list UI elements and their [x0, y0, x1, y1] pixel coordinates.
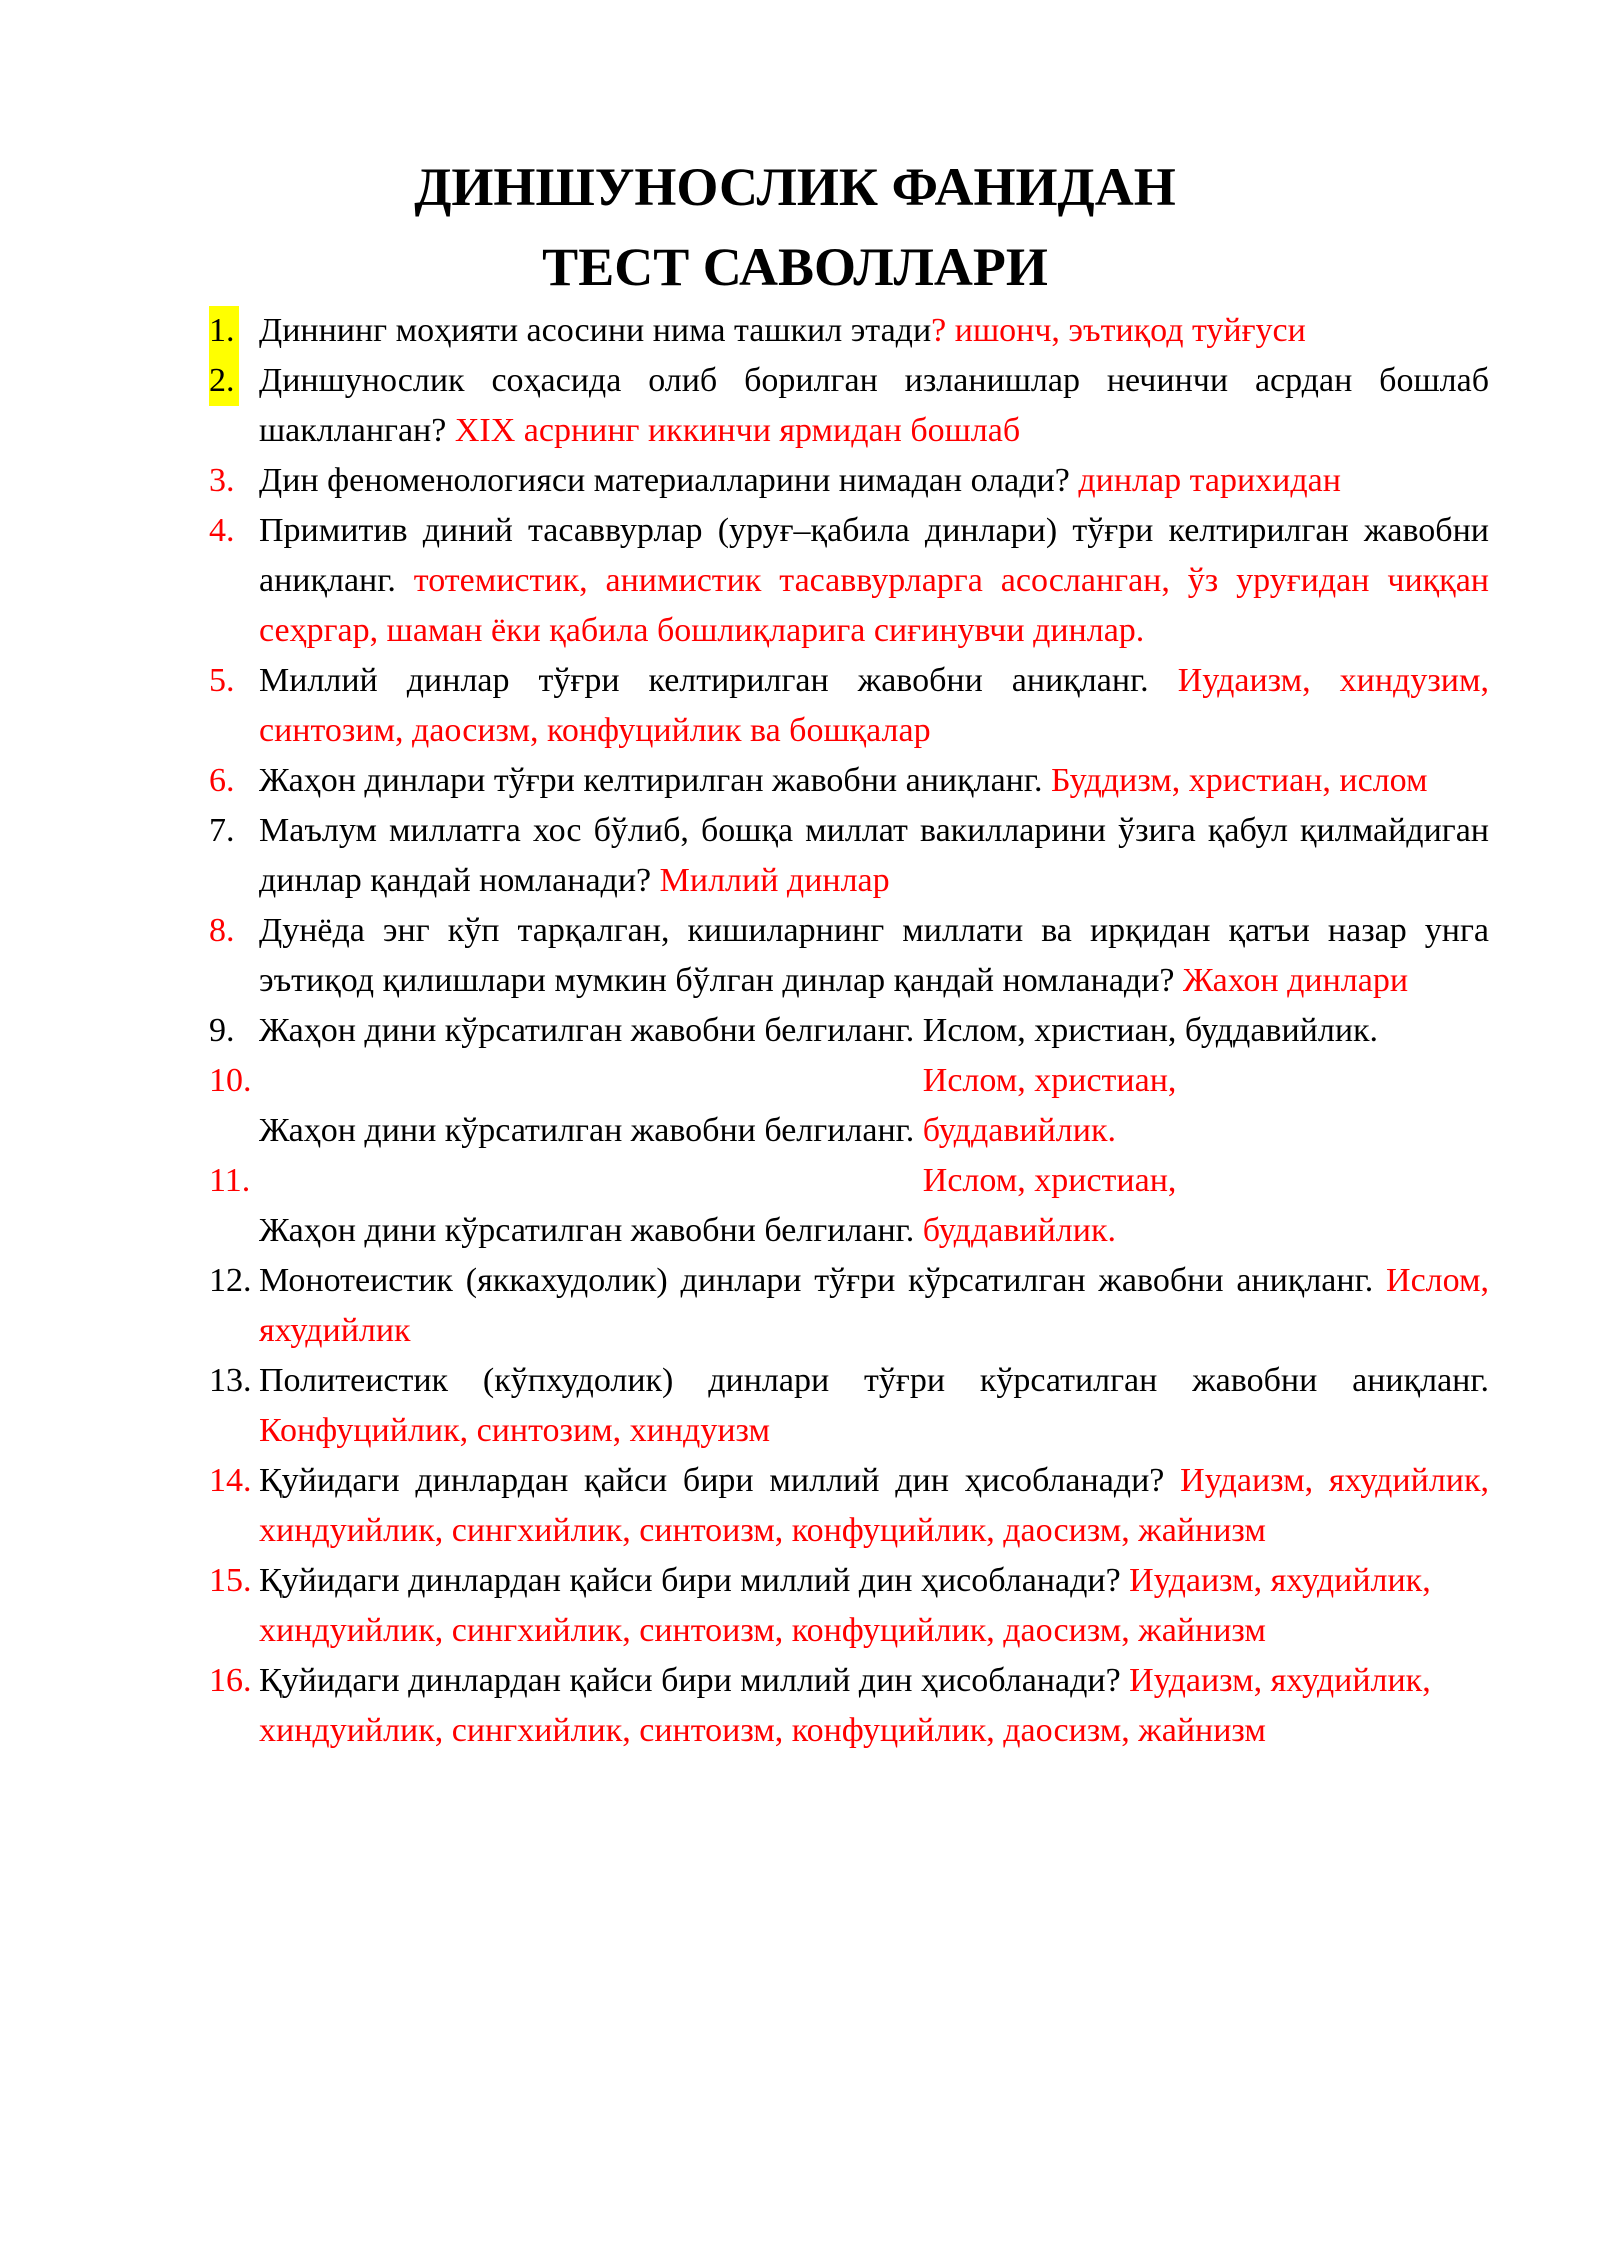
question-number: 8. [209, 912, 235, 949]
question-text: Примитив диний тасаввурлар (уруғ–қабила динлари) тўғри келтирилган жавобни аниқланг. [259, 512, 1489, 599]
answer-text: XIX асрнинг иккинчи ярмидан бошлаб [454, 412, 1021, 449]
question-text: Жаҳон дини кўрсатилган жавобни белгиланг. [259, 1212, 923, 1249]
question-text: Қуйидаги динлардан қайси бири миллий дин ҳисобланади? [259, 1562, 1130, 1599]
question-text: Диннинг моҳияти асосини нима ташкил этади [259, 312, 932, 349]
question-text: Жаҳон дини кўрсатилган жавобни белгиланг. Ислом, христиан, буддавийлик. [259, 1012, 1379, 1049]
answer-text: тотемистик, анимистик тасаввурларга асосланган, ўз уруғидан чиққан сеҳргар, шаман ёки қабила бошлиқларига сиғинувчи динлар. [259, 562, 1489, 649]
question-text: Миллий динлар тўғри келтирилган жавобни аниқланг. [259, 662, 1178, 699]
page-title: ДИНШУНОСЛИК ФАНИДАН [414, 157, 1176, 217]
question-number: 10. [209, 1062, 252, 1099]
question-item [209, 1356, 1489, 1456]
question-number: 15. [209, 1562, 252, 1599]
answer-text: Иудаизм, яхудийлик, хиндуийлик, сингхийлик, синтоизм, конфуцийлик, даосизм, жайнизм [259, 1662, 1431, 1749]
question-number: 2. [209, 356, 239, 406]
question-list [209, 306, 1489, 1756]
question-number: 7. [209, 812, 235, 849]
question-number: 11. [209, 1162, 251, 1199]
question-number: 13. [209, 1362, 252, 1399]
question-item [209, 756, 1489, 806]
answer-text: Ислом, христиан, буддавийлик. [922, 1162, 1177, 1249]
question-text: Қуйидаги динлардан қайси бири миллий дин ҳисобланади? [259, 1662, 1130, 1699]
question-item [209, 806, 1489, 906]
answer-text: Миллий динлар [659, 862, 890, 899]
question-number: 14. [209, 1462, 252, 1499]
question-number: 3. [209, 462, 235, 499]
question-number: 5. [209, 662, 235, 699]
question-text: Дин феноменологияси материалларини нимадан олади? [259, 462, 1079, 499]
question-number: 1. [209, 306, 239, 356]
question-number: 4. [209, 512, 235, 549]
question-text: Қуйидаги динлардан қайси бири миллий дин ҳисобланади? [259, 1462, 1181, 1499]
question-text: Диншунослик соҳасида олиб борилган изланишлар нечинчи асрдан бошлаб шаклланган? [259, 362, 1489, 449]
question-number: 12. [209, 1262, 252, 1299]
question-item [209, 306, 1489, 356]
question-item [209, 506, 1489, 656]
answer-text: Буддизм, христиан, ислом [1050, 762, 1428, 799]
question-text: Жаҳон динлари тўғри келтирилган жавобни аниқланг. [259, 762, 1051, 799]
page-subtitle: ТЕСТ САВОЛЛАРИ [542, 237, 1048, 297]
question-number: 16. [209, 1662, 252, 1699]
answer-text: Иудаизм, яхудийлик, хиндуийлик, сингхийлик, синтоизм, конфуцийлик, даосизм, жайнизм [259, 1462, 1489, 1549]
answer-text: Ислом, яхудийлик [259, 1262, 1489, 1349]
question-item [209, 1006, 1489, 1056]
question-item [209, 656, 1489, 756]
question-item [209, 1056, 1489, 1156]
question-number: 9. [209, 1012, 235, 1049]
question-text: Политеистик (кўпхудолик) динлари тўғри кўрсатилган жавобни аниқланг. [259, 1362, 1489, 1399]
question-text: Жаҳон дини кўрсатилган жавобни белгиланг. [259, 1112, 923, 1149]
answer-text: динлар тарихидан [1078, 462, 1341, 499]
question-item [209, 1556, 1489, 1656]
question-item [209, 356, 1489, 456]
question-item [209, 1156, 1489, 1256]
question-item [209, 906, 1489, 1006]
question-text: Дунёда энг кўп тарқалган, кишиларнинг миллати ва ирқидан қатъи назар унга эътиқод қилишлари мумкин бўлган динлар қандай номланади? [259, 912, 1489, 999]
answer-text: Иудаизм, хиндузим, синтозим, даосизм, конфуцийлик ва бошқалар [259, 662, 1489, 749]
question-item [209, 1256, 1489, 1356]
answer-text: Конфуцийлик, синтозим, хиндуизм [259, 1412, 771, 1449]
answer-text: Ислом, христиан, буддавийлик. [922, 1062, 1177, 1149]
question-text: Монотеистик (яккахудолик) динлари тўғри кўрсатилган жавобни аниқланг. [259, 1262, 1387, 1299]
answer-text: ? ишонч, эътиқод туйғуси [931, 312, 1306, 349]
answer-text: Жахон динлари [1183, 962, 1409, 999]
question-text: Маълум миллатга хос бўлиб, бошқа миллат вакилларини ўзига қабул қилмайдиган динлар қандай номланади? [259, 812, 1489, 899]
question-item [209, 456, 1489, 506]
answer-text: Иудаизм, яхудийлик, хиндуийлик, сингхийлик, синтоизм, конфуцийлик, даосизм, жайнизм [259, 1562, 1431, 1649]
question-item [209, 1656, 1489, 1756]
question-number: 6. [209, 762, 235, 799]
question-item [209, 1456, 1489, 1556]
